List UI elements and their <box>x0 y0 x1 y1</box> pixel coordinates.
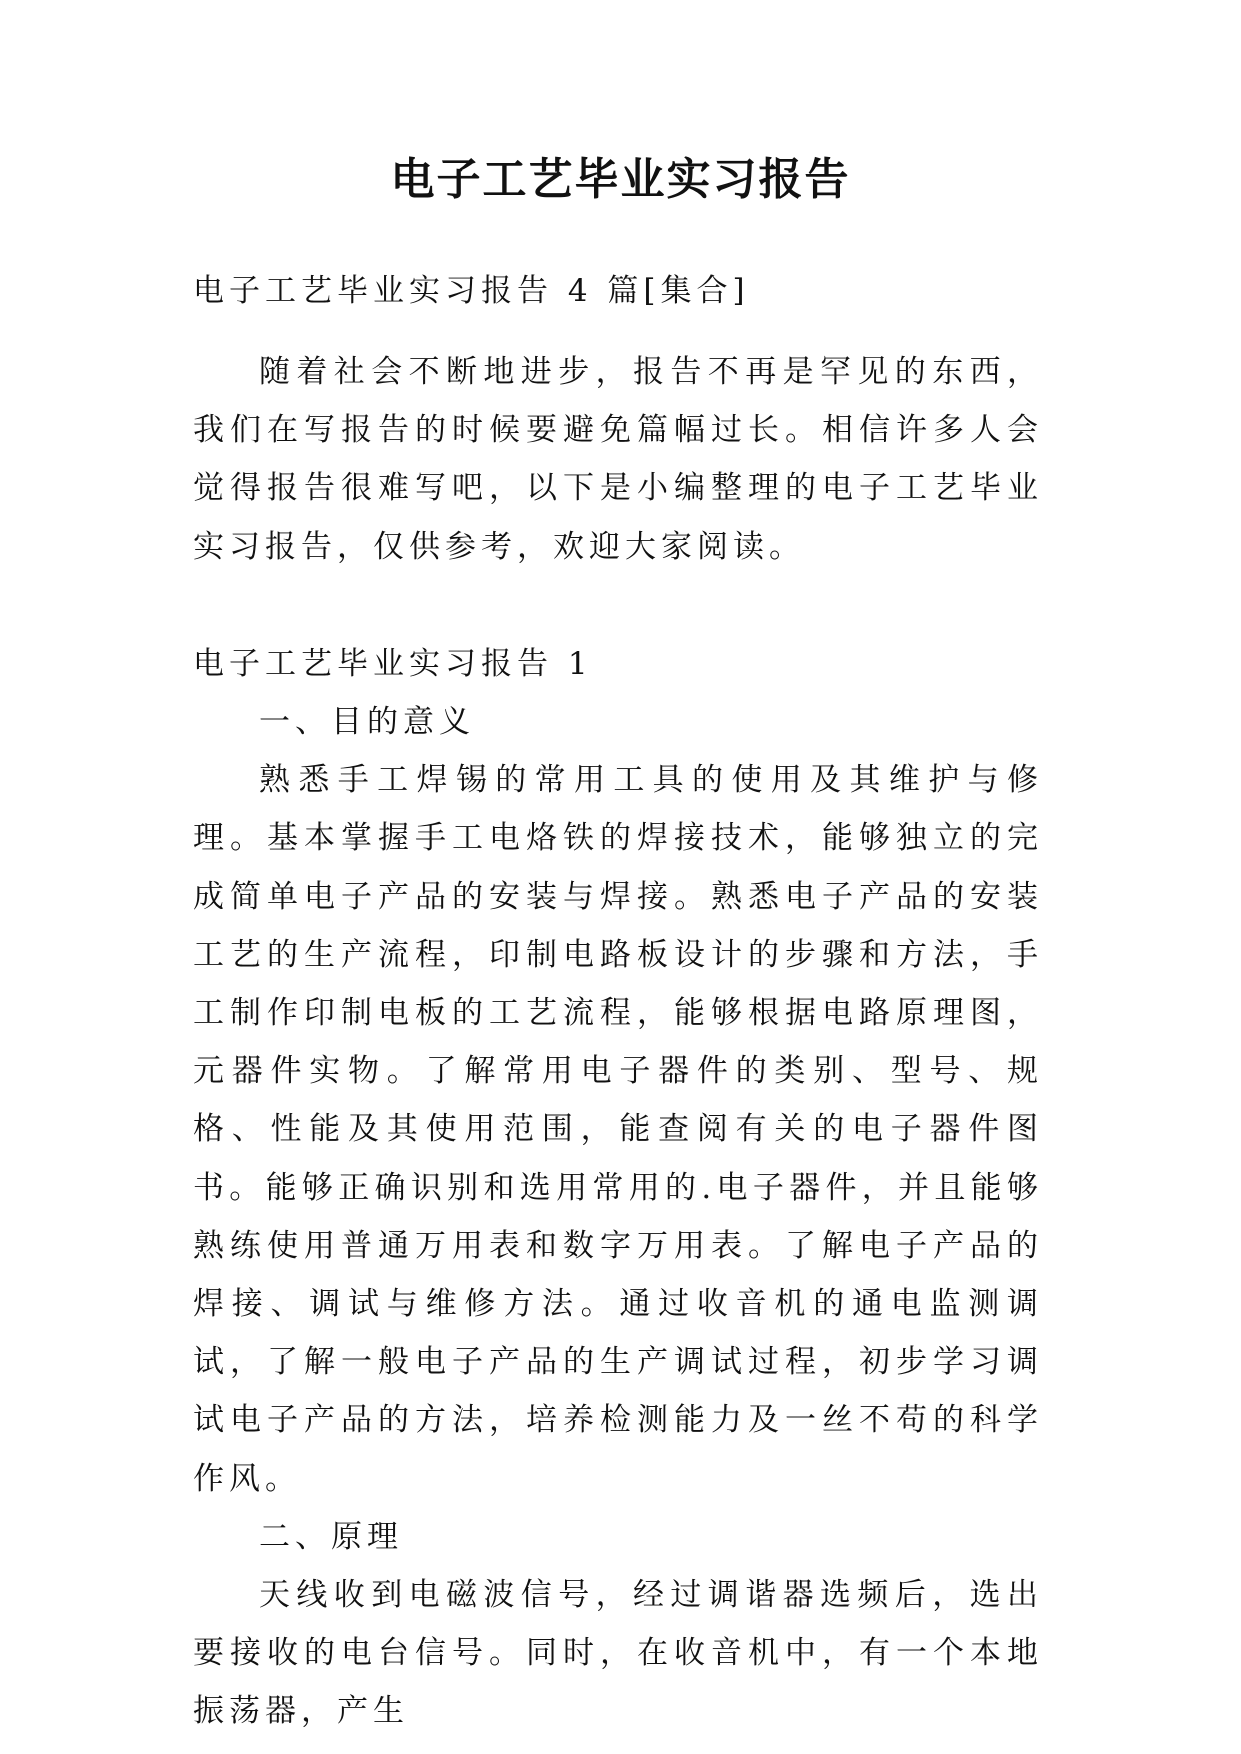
document-subtitle: 电子工艺毕业实习报告 4 篇[集合] <box>193 273 750 309</box>
intro-paragraph <box>193 343 1043 576</box>
heading-principle: 二、原理 <box>259 1518 403 1555</box>
paragraph-principle: 天线收到电磁波信号，经过调谐器选频后，选出要接收的电台信号。同时，在收音机中，有一个本地振荡器，产生 <box>193 1577 1043 1730</box>
document-title: 电子工艺毕业实习报告 <box>390 154 851 205</box>
heading-purpose: 一、目的意义 <box>259 704 475 740</box>
section-body <box>193 693 1043 1741</box>
section-title: 电子工艺毕业实习报告 1 <box>193 646 593 682</box>
paragraph-purpose: 熟悉手工焊锡的常用工具的使用及其维护与修理。基本掌握手工电烙铁的焊接技术，能够独立的完成简单电子产品的安装与焊接。熟悉电子产品的安装工艺的生产流程，印制电路板设计的步骤和方法，手工制作印制电板的工艺流程，能够根据电路原理图，元器件实物。了解常用电子器件的类别、型号、规格、性能及其使用范围，能查阅有关的电子器件图书。能够正确识别和选用常用的.电子器件，并且能够熟练使用普通万用表和数字万用表。了解电子产品的焊接、调试与维修方法。通过收音机的通电监测调试，了解一般电子产品的生产调试过程，初步学习调试电子产品的方法，培养检测能力及一丝不苟的科学作风。 <box>193 762 1043 1497</box>
intro-text: 随着社会不断地进步，报告不再是罕见的东西，我们在写报告的时候要避免篇幅过长。相信许多人会觉得报告很难写吧，以下是小编整理的电子工艺毕业实习报告，仅供参考，欢迎大家阅读。 <box>193 354 1043 565</box>
